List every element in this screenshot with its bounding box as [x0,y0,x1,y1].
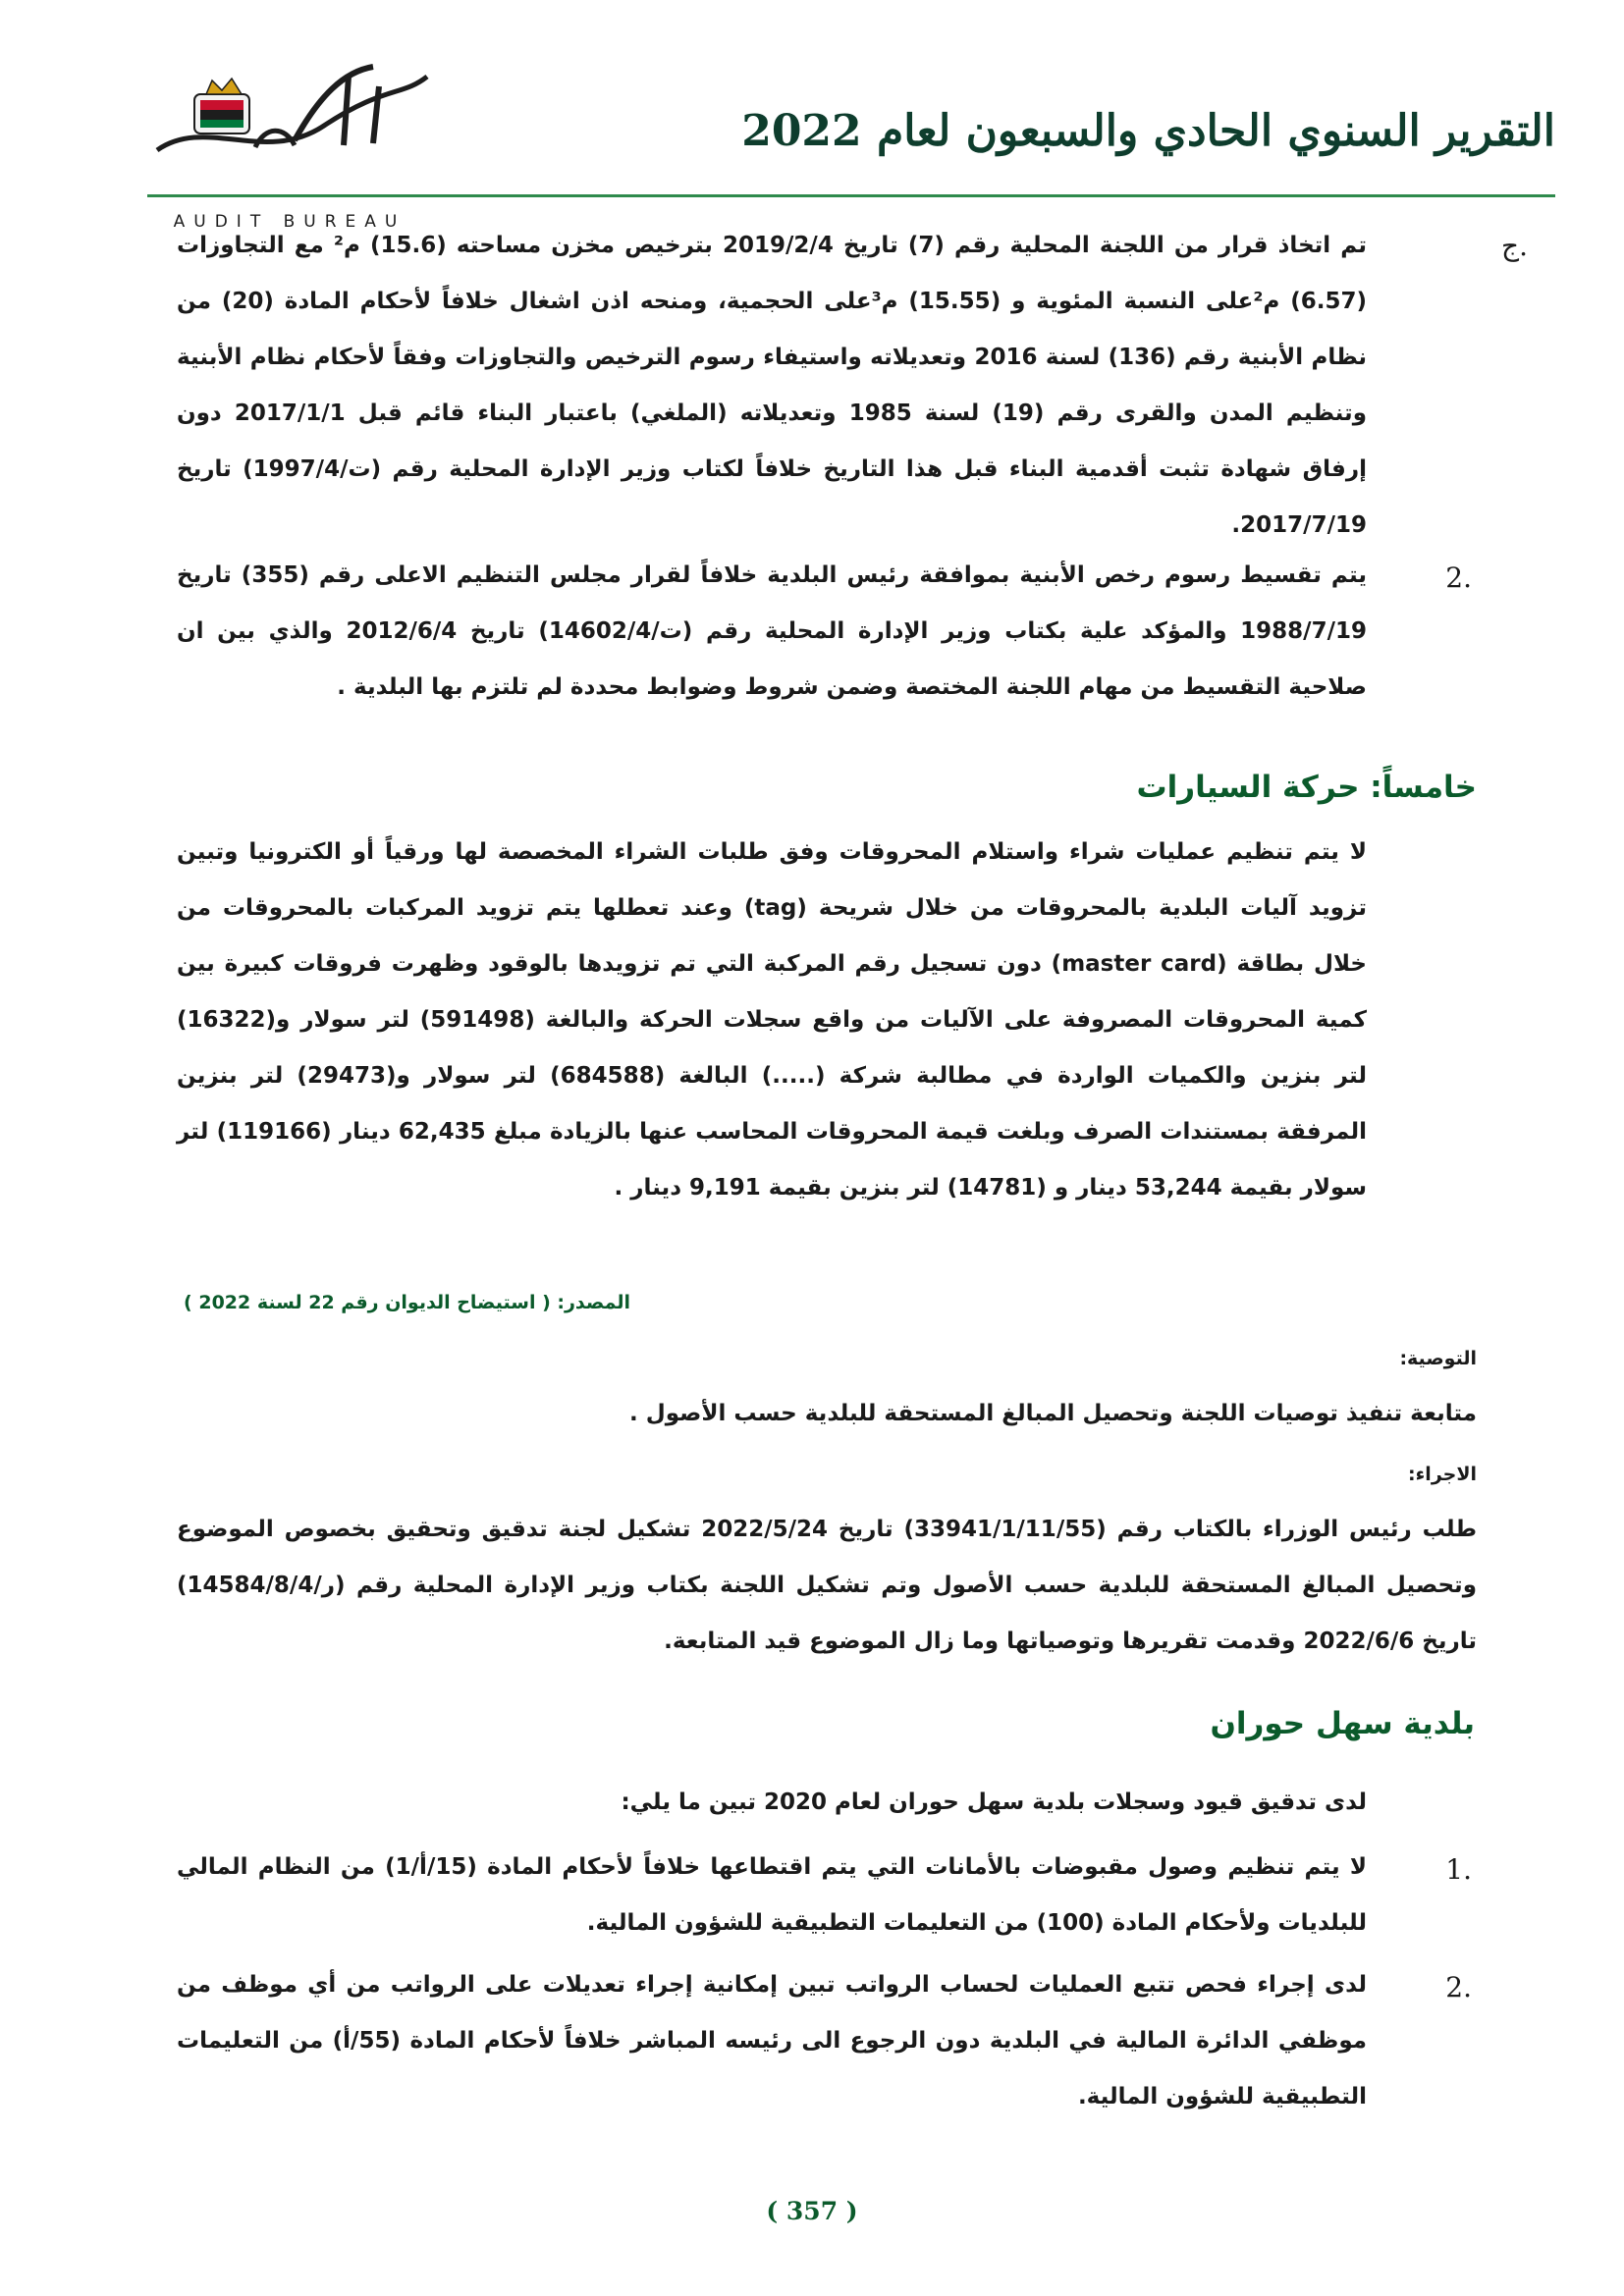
vehicles-paragraph: لا يتم تنظيم عمليات شراء واستلام المحروقات وفق طلبات الشراء المخصصة لها ورقياً أو الكترونيا وتبين تزويد آليات البلدية بالمحروقات من خلال شريحة (tag) وعند تعطلها يتم تزويد المركبات بالمحروقات من خلال بطاقة (master card) دون تسجيل رقم المركبة التي تم تزويدها بالوقود وظهرت فروقات كبيرة بين كمية المحروقات المصروفة على الآليات من واقع سجلات الحركة والبالغة (591498) لتر سولار و(16322) لتر بنزين والكميات الواردة في مطالبة شركة (.....) البالغة (684588) لتر سولار و(29473) لتر بنزين المرفقة بمستندات الصرف وبلغت قيمة المحروقات المحاسب عنها بالزيادة مبلغ 62,435 دينار (119166) لتر سولار بقيمة 53,244 دينار و (14781) لتر بنزين بقيمة 9,191 دينار . [177,839,1367,1201]
recommendation-text: متابعة تنفيذ توصيات اللجنة وتحصيل المبالغ المستحقة للبلدية حسب الأصول . [629,1401,1477,1426]
report-title: التقرير السنوي الحادي والسبعون لعام 2022 [741,106,1555,156]
item-2-marker: 2. [1445,561,1472,594]
action-text: طلب رئيس الوزراء بالكتاب رقم (33941/1/11/55) تاريخ 2022/5/24 تشكيل لجنة تدقيق وتحقيق بخصوص الموضوع وتحصيل المبالغ المستحقة للبلدية حسب الأصول وتم تشكيل اللجنة بكتاب وزير الإدارة المحلية رقم (ر/14584/8/4) تاريخ 2022/6/6 وقدمت تقريرها وتوصياتها وما زال الموضوع قيد المتابعة. [177,1517,1477,1654]
hawran-item-2-text: لدى إجراء فحص تتبع العمليات لحساب الرواتب تبين إمكانية إجراء تعديلات على الرواتب من أي موظف من موظفي الدائرة المالية في البلدية دون الرجوع الى رئيسه المباشر خلافاً لأحكام المادة (55/أ) من التعليمات التطبيقية للشؤون المالية. [177,1972,1367,2109]
action-label: الاجراء: [1408,1464,1477,1485]
item-c-text: تم اتخاذ قرار من اللجنة المحلية رقم (7) تاريخ 2019/2/4 بترخيص مخزن مساحته (15.6) م² مع التجاوزات (6.57) م²على النسبة المئوية و (15.55) م³على الحجمية، ومنحه اذن اشغال خلافاً لأحكام المادة (20) من نظام الأبنية رقم (136) لسنة 2016 وتعديلاته واستيفاء رسوم الترخيص والتجاوزات وفقاً لأحكام نظام الأبنية وتنظيم المدن والقرى رقم (19) لسنة 1985 وتعديلاته (الملغي) باعتبار البناء قائم قبل 2017/1/1 دون إرفاق شهادة تثبت أقدمية البناء قبل هذا التاريخ خلافاً لكتاب وزير الإدارة المحلية رقم (ت/1997/4) تاريخ 2017/7/19. [177,233,1368,538]
vehicles-heading: خامساً: حركة السيارات [1136,770,1477,805]
logo-emblem-icon [147,57,432,165]
hawran-item-1-marker: 1. [1445,1853,1472,1886]
item-c-marker: ج. [1501,230,1528,262]
logo-english-text: AUDIT BUREAU [173,212,406,232]
hawran-item-1-text: لا يتم تنظيم وصول مقبوضات بالأمانات التي يتم اقتطاعها خلافاً لأحكام المادة (15/أ/1) من النظام المالي للبلديات ولأحكام المادة (100) من التعليمات التطبيقية للشؤون المالية. [177,1854,1368,1936]
hawran-item-2-marker: 2. [1445,1971,1472,2003]
hawran-intro: لدى تدقيق قيود وسجلات بلدية سهل حوران لعام 2020 تبين ما يلي: [621,1789,1367,1815]
source-note: المصدر: ( استيضاح الديوان رقم 22 لسنة 2022 ) [184,1292,630,1313]
page-number: ( 357 ) [766,2197,858,2225]
header-divider [147,194,1555,197]
item-2-text: يتم تقسيط رسوم رخص الأبنية بموافقة رئيس البلدية خلافاً لقرار مجلس التنظيم الاعلى رقم (355) تاريخ 1988/7/19 والمؤكد علية بكتاب وزير الإدارة المحلية رقم (ت/14602/4) تاريخ 2012/6/4 والذي بين ان صلاحية التقسيط من مهام اللجنة المختصة وضمن شروط وضوابط محددة لم تلتزم بها البلدية . [177,562,1367,700]
recommendation-label: التوصية: [1399,1348,1477,1369]
audit-bureau-logo [147,57,432,232]
hawran-heading: بلدية سهل حوران [1210,1706,1475,1741]
